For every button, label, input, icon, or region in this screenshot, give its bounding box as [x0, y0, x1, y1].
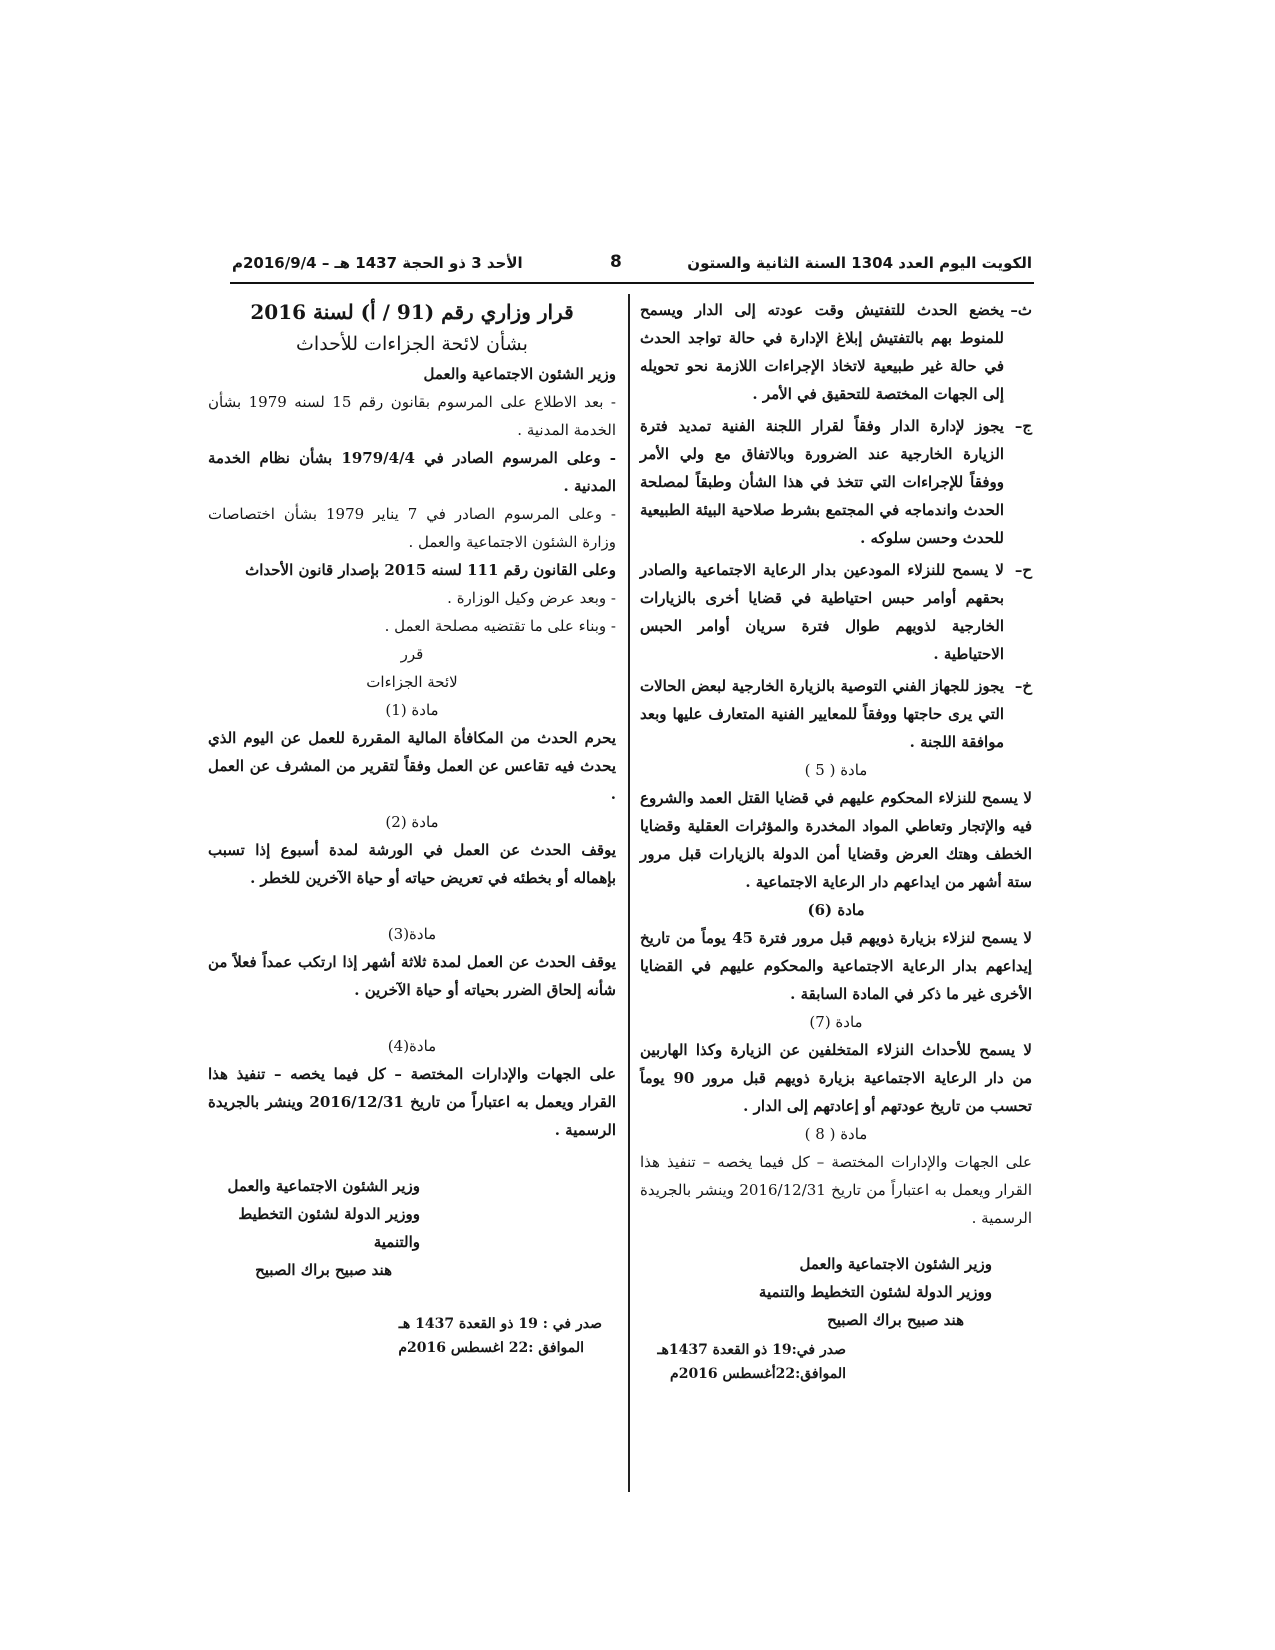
issuing-minister: وزير الشئون الاجتماعية والعمل [423, 365, 616, 383]
preamble-3: - وعلى المرسوم الصادر في 7 يناير 1979 بشأن اختصاصات وزارة الشئون الاجتماعية والعمل . [208, 505, 616, 551]
article-5-title: مادة ( 5 ) [804, 761, 868, 779]
decree-title: قرار وزاري رقم (91 / أ) لسنة 2016 [250, 300, 574, 324]
article-6-title: مادة (6) [807, 901, 865, 919]
decided-label: قرر [400, 645, 424, 663]
clause-label: ث– [1010, 301, 1032, 319]
article-3-text: يوقف الحدث عن العمل لمدة ثلاثة أشهر إذا ارتكب عمداً فعلاً من شأنه إلحاق الضرر بحياته أو حياة الآخرين . [208, 953, 616, 999]
article-7-title: مادة (7) [809, 1013, 863, 1031]
article-7-text: لا يسمح للأحداث النزلاء المتخلفين عن الزيارة وكذا الهاربين من دار الرعاية الاجتماعية بزيارة ذويهم قبل مرور 90 يوماً تحسب من تاريخ عودتهم أو إعادتهم إلى الدار . [640, 1041, 1032, 1115]
article-2-text: يوقف الحدث عن العمل في الورشة لمدة أسبوع إذا تسبب بإهماله أو بخطئه في تعريض حياته أو حياة الآخرين للخطر . [208, 841, 616, 887]
issued-date-gregorian: الموافق :22 اغسطس 2016م [398, 1340, 584, 1356]
clause-label: ح– [1014, 561, 1032, 579]
article-5-text: لا يسمح للنزلاء المحكوم عليهم في قضايا القتل العمد والشروع فيه والإتجار وتعاطي المواد المخدرة والمؤثرات العقلية وقضايا الخطف وهتك العرض وقضايا أمن الدولة بالزيارات قبل مرور ستة أشهر من ايداعهم دار الرعاية الاجتماعية . [640, 789, 1032, 891]
preamble-2: - وعلى المرسوم الصادر في 1979/4/4 بشأن نظام الخدمة المدنية . [208, 449, 616, 495]
preamble-4: وعلى القانون رقم 111 لسنه 2015 بإصدار قانون الأحداث [245, 561, 616, 579]
article-4-title: مادة(4) [387, 1037, 437, 1055]
issued-date-hijri: صدر في : 19 ذو القعدة 1437 هـ [398, 1316, 602, 1332]
preamble-6: - وبناء على ما تقتضيه مصلحة العمل . [384, 617, 616, 635]
right-column [640, 296, 1032, 1386]
issued-date-gregorian: الموافق:22أغسطس 2016م [670, 1366, 846, 1382]
signature-name: هند صبيح براك الصبيح [255, 1261, 392, 1279]
issued-date-hijri: صدر في:19 ذو القعدة 1437هـ [657, 1342, 846, 1358]
clause-jeem [640, 412, 1032, 552]
regulation-title: لائحة الجزاءات [366, 673, 458, 691]
signature-minister: وزير الشئون الاجتماعية والعمل [227, 1177, 420, 1195]
clause-text: يجوز لإدارة الدار وفقاً لقرار اللجنة الفنية تمديد فترة الزيارة الخارجية عند الضرورة وبالاتفاق مع ولي الأمر ووفقاً للإجراءات التي تتخذ في هذا الشأن وطبقاً لمصلحة الحدث واندماجه في المجتمع بشرط صلاحية البيئة الطبيعية للحدث وحسن سلوكه . [640, 417, 1004, 547]
signature-minister-of-state: ووزير الدولة لشئون التخطيط والتنمية [238, 1205, 420, 1251]
clause-tha [640, 296, 1032, 408]
article-6-text: لا يسمح لنزلاء بزيارة ذويهم قبل مرور فترة 45 يوماً من تاريخ إيداعهم بدار الرعاية الاجتماعية والمحكوم عليهم في القضايا الأخرى غير ما ذكر في المادة السابقة . [640, 929, 1032, 1003]
clause-khaa [640, 672, 1032, 756]
decree-subtitle: بشأن لائحة الجزاءات للأحداث [296, 333, 528, 355]
signature-minister: وزير الشئون الاجتماعية والعمل [799, 1255, 992, 1273]
column-divider [628, 294, 630, 1492]
header-divider [230, 282, 1034, 284]
article-8-title: مادة ( 8 ) [804, 1125, 868, 1143]
gazette-header [232, 254, 1032, 278]
clause-text: يجوز للجهاز الفني التوصية بالزيارة الخارجية لبعض الحالات التي يرى حاجتها ووفقاً للمعايير الفنية المتعارف عليها وبعد موافقة اللجنة . [640, 677, 1004, 751]
clause-haa [640, 556, 1032, 668]
article-8-text: على الجهات والإدارات المختصة – كل فيما يخصه – تنفيذ هذا القرار ويعمل به اعتباراً من تاريخ 2016/12/31 وينشر بالجريدة الرسمية . [640, 1153, 1032, 1227]
signature-name: هند صبيح براك الصبيح [827, 1311, 964, 1329]
gazette-date: الأحد 3 ذو الحجة 1437 هـ – 2016/9/4م [232, 254, 523, 272]
clause-text: لا يسمح للنزلاء المودعين بدار الرعاية الاجتماعية والصادر بحقهم أوامر حبس احتياطية في قضايا أخرى بالزيارات الخارجية لذويهم طوال فترة سريان أوامر الحبس الاحتياطية . [640, 561, 1004, 663]
clause-label: خ– [1014, 677, 1032, 695]
left-column [208, 296, 616, 1360]
clause-text: يخضع الحدث للتفتيش وقت عودته إلى الدار ويسمح للمنوط بهم بالتفتيش إبلاغ الإدارة في حالة تواجد الحدث في حالة غير طبيعية لاتخاذ الإجراءات اللازمة نحو تحويله إلى الجهات المختصة للتحقيق في الأمر . [640, 301, 1004, 403]
preamble-1: - بعد الاطلاع على المرسوم بقانون رقم 15 لسنه 1979 بشأن الخدمة المدنية . [208, 393, 616, 439]
gazette-issue-info: الكويت اليوم العدد 1304 السنة الثانية والستون [687, 254, 1032, 272]
article-1-text: يحرم الحدث من المكافأة المالية المقررة للعمل عن اليوم الذي يحدث فيه تقاعس عن العمل وفقاً لتقرير من المشرف عن العمل . [208, 729, 616, 803]
article-3-title: مادة(3) [387, 925, 437, 943]
clause-label: ج– [1014, 417, 1032, 435]
page-number: 8 [610, 252, 622, 272]
article-2-title: مادة (2) [385, 813, 439, 831]
article-1-title: مادة (1) [385, 701, 439, 719]
article-4-text: على الجهات والإدارات المختصة – كل فيما يخصه – تنفيذ هذا القرار ويعمل به اعتباراً من تاريخ 2016/12/31 وينشر بالجريدة الرسمية . [208, 1065, 617, 1139]
signature-minister-of-state: ووزير الدولة لشئون التخطيط والتنمية [758, 1283, 992, 1301]
preamble-5: - وبعد عرض وكيل الوزارة . [447, 589, 616, 607]
